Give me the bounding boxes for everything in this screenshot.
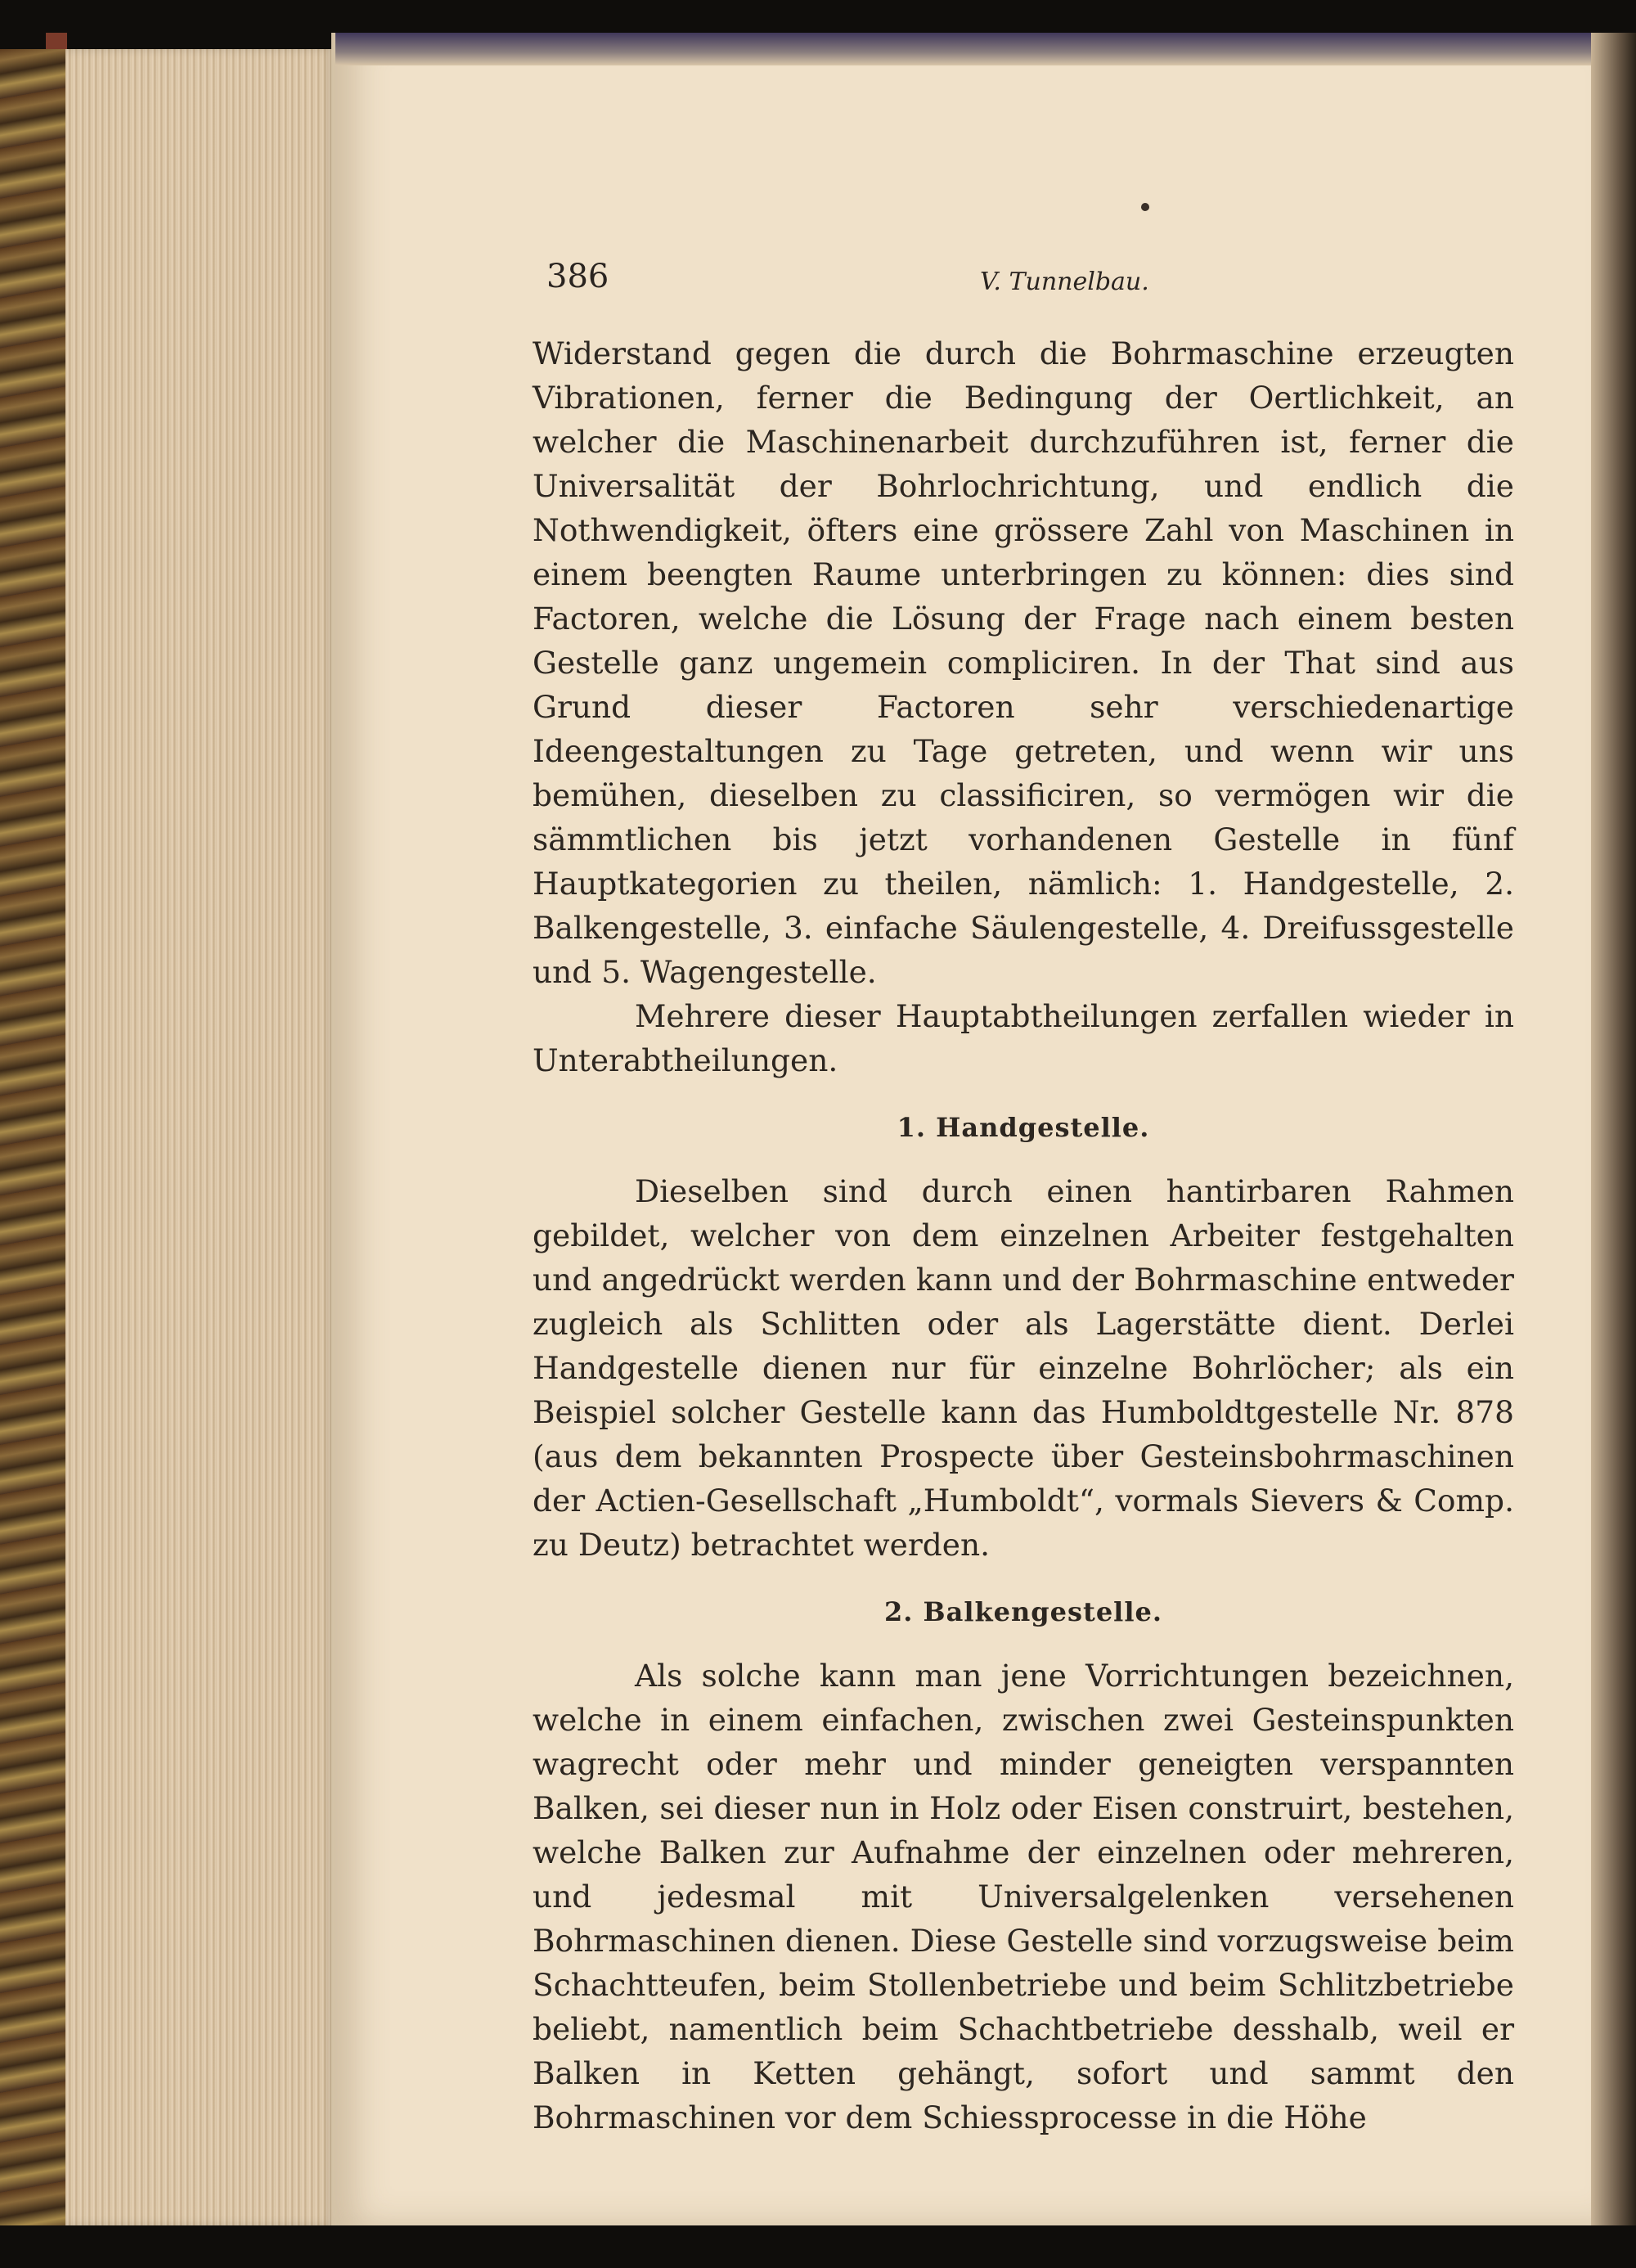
body-text <box>533 331 1514 2140</box>
paragraph: Mehrere dieser Hauptabtheilungen zerfallen wieder in Unterabtheilungen. <box>533 998 1514 1078</box>
section-heading: 1. Handgestelle. <box>897 1112 1150 1143</box>
top-edge <box>335 33 1636 65</box>
paragraph: Dieselben sind durch einen hantirbaren Rahmen gebildet, welcher von dem einzelnen Arbeiter festgehalten und angedrückt werden kann und der Bohrmaschine entweder zugleich als Schlitten oder als Lagerstätte dient. Derlei Handgestelle dienen nur für einzelne Bohrlöcher; als ein Beispiel solcher Gestelle kann das Humboldtgestelle Nr. 878 (aus dem bekannten Prospecte über Gesteinsbohrmaschinen der Actien-Gesellschaft „Humboldt“, vormals Sievers & Comp. zu Deutz) betrachtet werden. <box>533 1173 1514 1563</box>
marbled-cover <box>0 49 69 2225</box>
section-heading: 2. Balkengestelle. <box>884 1596 1162 1627</box>
ink-dot <box>1141 203 1149 211</box>
page-number: 386 <box>546 258 609 295</box>
paragraph: Widerstand gegen die durch die Bohrmaschine erzeugten Vibrationen, ferner die Bedingung der Oertlichkeit, an welcher die Maschinenarbeit durchzuführen ist, ferner die Universalität der Bohrlochrichtung, und endlich die Nothwendigkeit, öfters eine grössere Zahl von Maschinen in einem beengten Raume unterbringen zu können: dies sind Factoren, welche die Lösung der Frage nach einem besten Gestelle ganz ungemein compliciren. In der That sind aus Grund dieser Factoren sehr verschiedenartige Ideengestaltungen zu Tage getreten, und wenn wir uns bemühen, dieselben zu classificiren, so vermögen wir die sämmtlichen bis jetzt vorhandenen Gestelle in fünf Hauptkategorien zu theilen, nämlich: 1. Handgestelle, 2. Balkengestelle, 3. einfache Säulengestelle, 4. Dreifussgestelle und 5. Wagengestelle. <box>533 335 1514 990</box>
running-head: V. Tunnelbau. <box>980 268 1149 296</box>
paragraph: Als solche kann man jene Vorrichtungen bezeichnen, welche in einem einfachen, zwischen zwei Gesteinspunkten wagrecht oder mehr und minder geneigten verspannten Balken, sei dieser nun in Holz oder Eisen construirt, bestehen, welche Balken zur Aufnahme der einzelnen oder mehreren, und jedesmal mit Universalgelenken versehenen Bohrmaschinen dienen. Diese Gestelle sind vorzugsweise beim Schachtteufen, beim Stollenbetriebe und beim Schlitzbetriebe beliebt, namentlich beim Schachtbetriebe desshalb, weil er Balken in Ketten gehängt, sofort und sammt den Bohrmaschinen vor dem Schiessprocesse in die Höhe <box>533 1658 1514 2135</box>
page-stack <box>65 49 335 2225</box>
right-binding-edge <box>1591 33 1636 2225</box>
page-header <box>546 258 1503 307</box>
